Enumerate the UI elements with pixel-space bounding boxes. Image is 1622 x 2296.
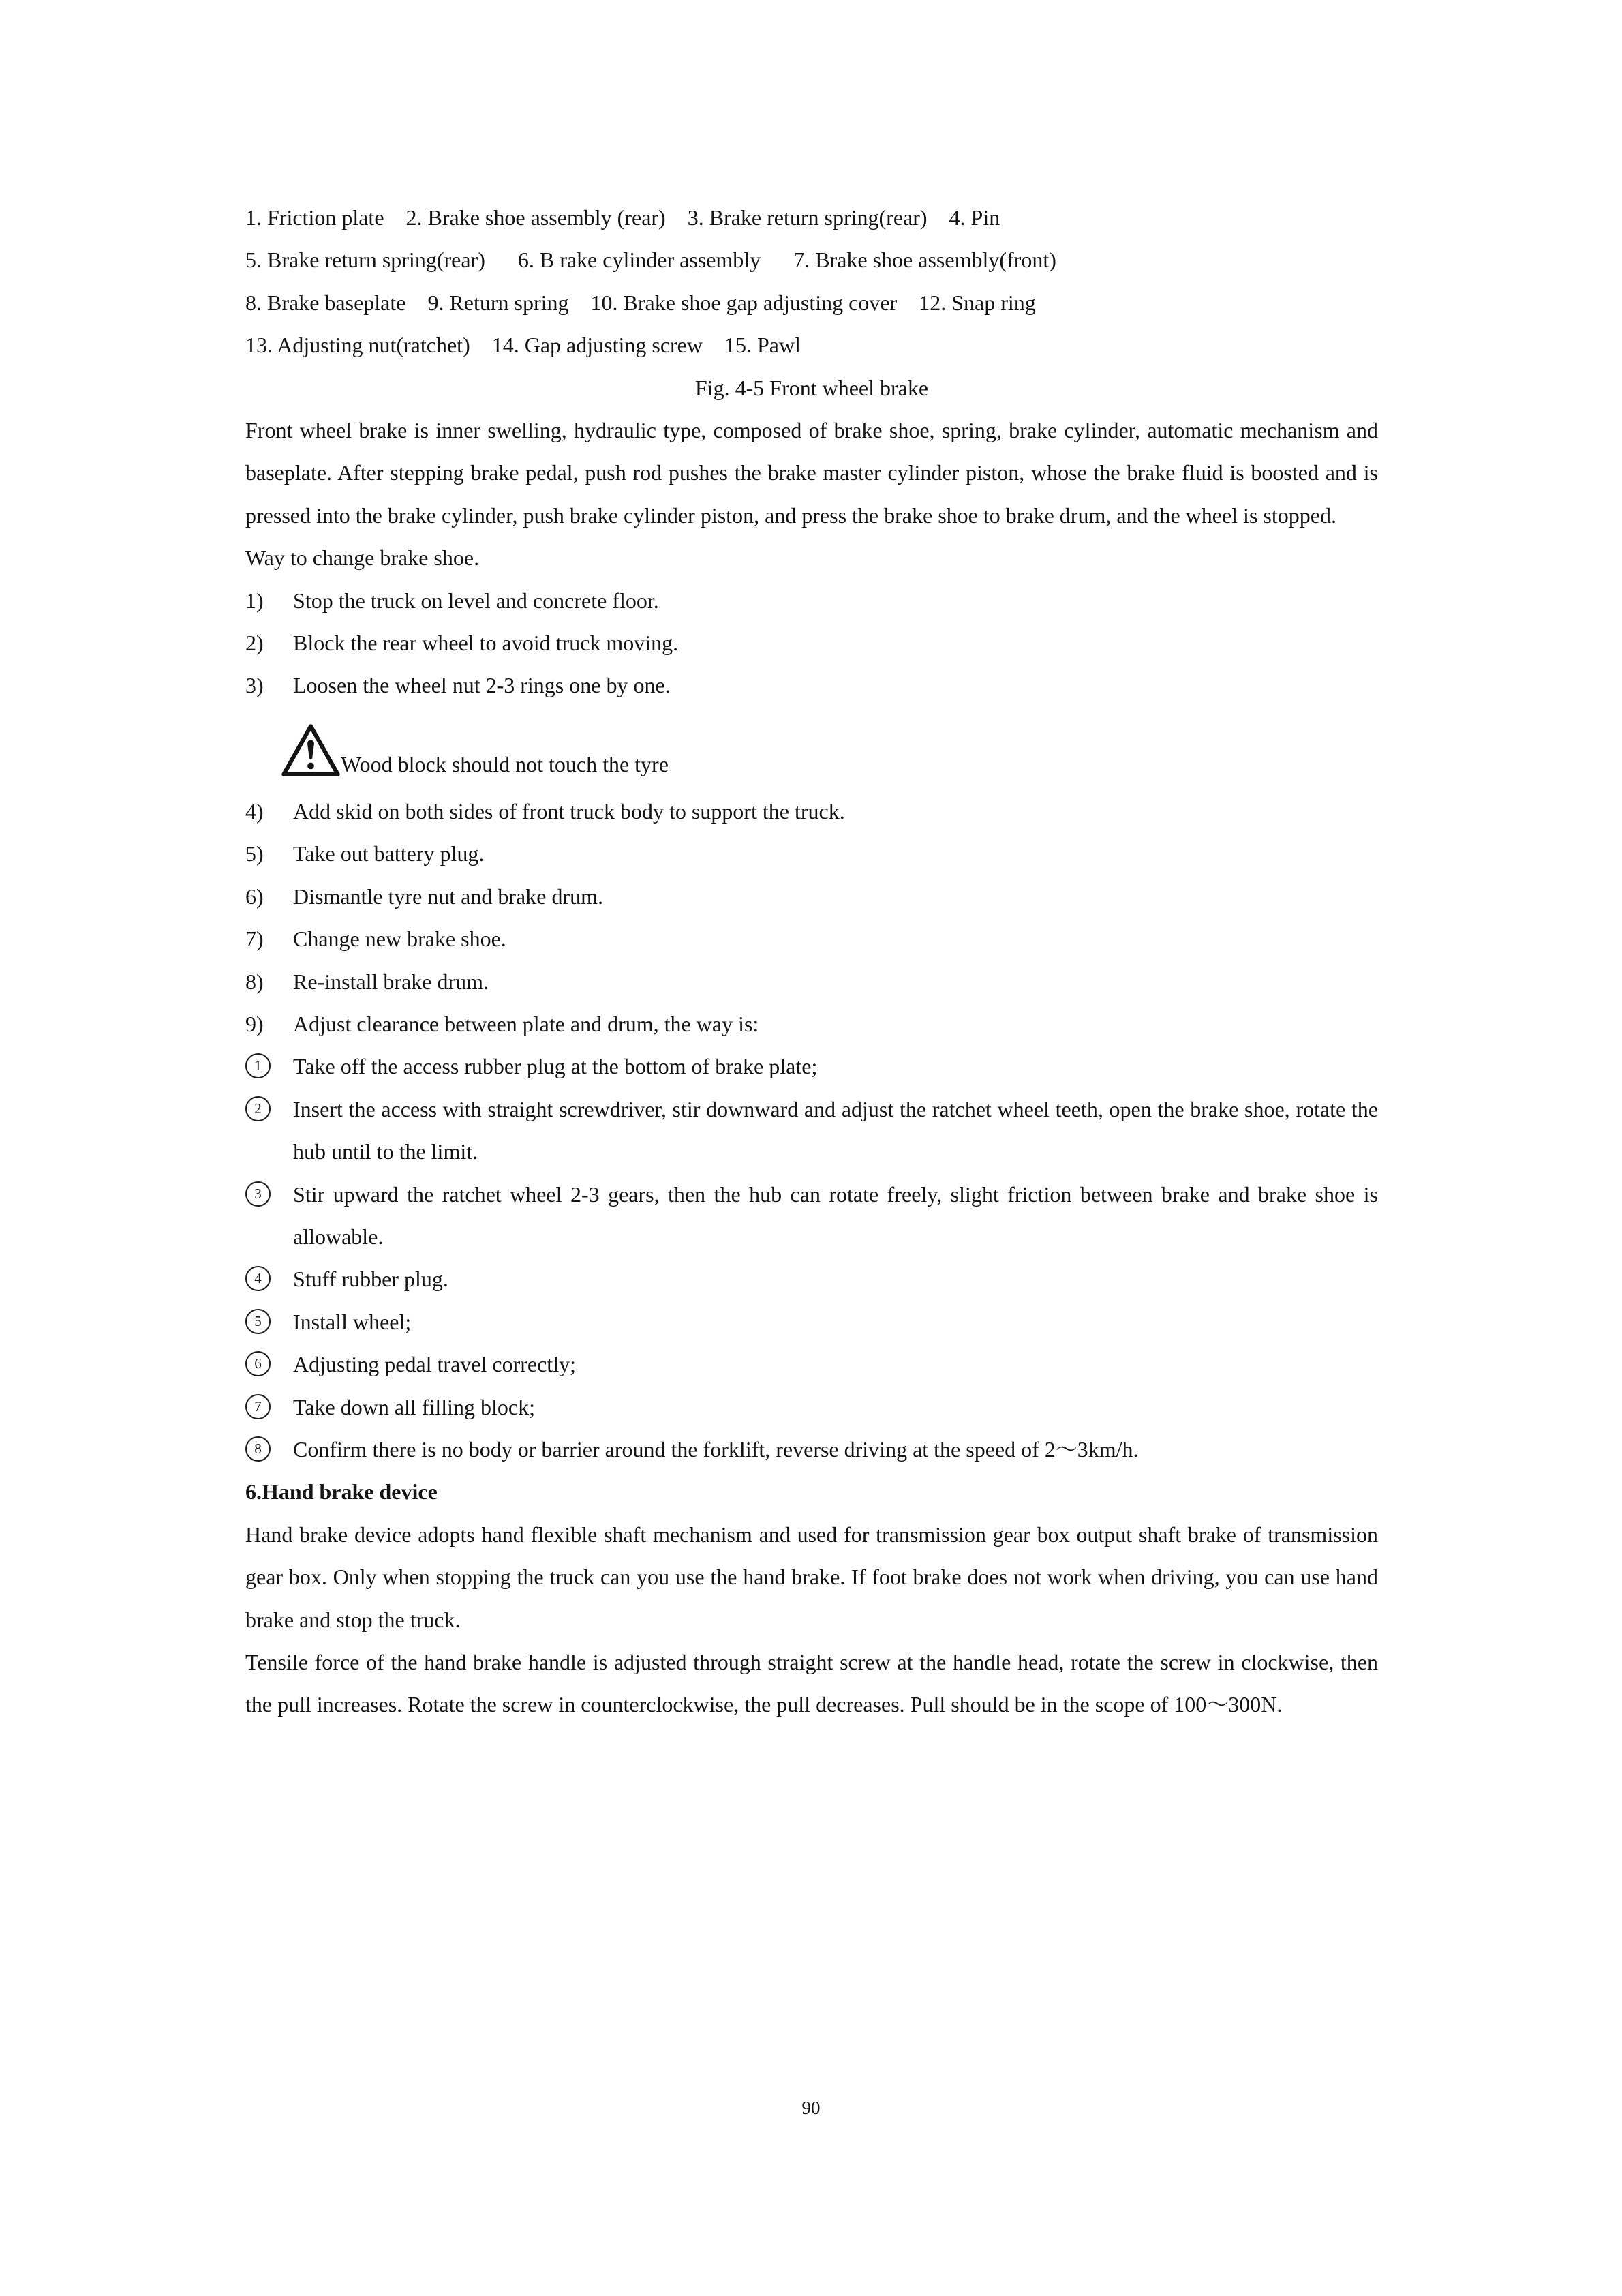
step-row bbox=[245, 790, 1378, 832]
section6-paragraph-2: Tensile force of the hand brake handle is adjusted through straight screw at the handle head, rotate the screw in clockwise, then the pull increases. Rotate the screw in counterclockwise, the pull decreases. Pull should be in the scope of 100～300N. bbox=[245, 1650, 1378, 1717]
circled-step-row bbox=[245, 1258, 1378, 1300]
page-number: 90 bbox=[801, 2098, 821, 2118]
circled-step-row bbox=[245, 1301, 1378, 1343]
component-line: 5. Brake return spring(rear) 6. B rake cylinder assembly 7. Brake shoe assembly(front) bbox=[245, 247, 1056, 273]
step-text: Change new brake shoe. bbox=[293, 926, 506, 952]
step-row bbox=[245, 875, 1378, 918]
circled-number: 7 bbox=[245, 1386, 293, 1419]
component-list bbox=[245, 196, 1378, 367]
step-text: Block the rear wheel to avoid truck moving. bbox=[293, 631, 679, 656]
circled-step-row bbox=[245, 1386, 1378, 1428]
step-text: Loosen the wheel nut 2-3 rings one by one. bbox=[293, 673, 671, 698]
circled-number: 5 bbox=[245, 1301, 293, 1334]
circled-step-text: Confirm there is no body or barrier around the forklift, reverse driving at the speed of 2～3km/h. bbox=[293, 1436, 1139, 1462]
circled-step-row bbox=[245, 1173, 1378, 1258]
circled-number: 1 bbox=[245, 1045, 293, 1078]
step-text: Dismantle tyre nut and brake drum. bbox=[293, 883, 603, 909]
component-line: 8. Brake baseplate 9. Return spring 10. Brake shoe gap adjusting cover 12. Snap ring bbox=[245, 290, 1036, 315]
section6-heading: 6.Hand brake device bbox=[245, 1479, 438, 1505]
circled-step-row bbox=[245, 1045, 1378, 1087]
circled-number: 4 bbox=[245, 1258, 293, 1291]
circled-number: 2 bbox=[245, 1088, 293, 1121]
step-number: 5) bbox=[245, 841, 264, 866]
circled-step-text: Insert the access with straight screwdriver, stir downward and adjust the ratchet wheel teeth, open the brake shoe, rotate the hub until to the limit. bbox=[293, 1096, 1378, 1164]
circled-step-row bbox=[245, 1343, 1378, 1385]
step-text: Adjust clearance between plate and drum, the way is: bbox=[293, 1011, 759, 1036]
circled-number: 8 bbox=[245, 1428, 293, 1462]
step-text: Stop the truck on level and concrete floor. bbox=[293, 588, 659, 613]
component-line: 13. Adjusting nut(ratchet) 14. Gap adjusting screw 15. Pawl bbox=[245, 333, 801, 358]
circled-step-text: Stir upward the ratchet wheel 2-3 gears, then the hub can rotate freely, slight friction between brake and brake shoe is allowable. bbox=[293, 1181, 1378, 1249]
circled-step-text: Stuff rubber plug. bbox=[293, 1267, 448, 1292]
warning-text: Wood block should not touch the tyre bbox=[341, 751, 669, 776]
step-row bbox=[245, 579, 1378, 622]
step-row bbox=[245, 622, 1378, 664]
figure-caption: Fig. 4-5 Front wheel brake bbox=[694, 375, 929, 400]
circled-step-row bbox=[245, 1088, 1378, 1173]
way-heading: Way to change brake shoe. bbox=[245, 545, 480, 571]
step-number: 4) bbox=[245, 798, 264, 824]
step-number: 7) bbox=[245, 926, 264, 952]
steps-list-2 bbox=[245, 790, 1378, 1045]
circled-number: 3 bbox=[245, 1173, 293, 1207]
step-number: 1) bbox=[245, 588, 264, 613]
step-text: Re-install brake drum. bbox=[293, 969, 489, 994]
step-number: 3) bbox=[245, 673, 264, 698]
component-line: 1. Friction plate 2. Brake shoe assembly (rear) 3. Brake return spring(rear) 4. Pin bbox=[245, 205, 1000, 230]
intro-paragraph: Front wheel brake is inner swelling, hydraulic type, composed of brake shoe, spring, brake cylinder, automatic mechanism and baseplate. After stepping brake pedal, push rod pushes the brake master cylinder piston, whose the brake fluid is boosted and is pressed into the brake cylinder, push brake cylinder piston, and press the brake shoe to brake drum, and the wheel is stopped. bbox=[245, 418, 1378, 528]
step-text: Add skid on both sides of front truck body to support the truck. bbox=[293, 798, 845, 824]
section6-paragraph-1: Hand brake device adopts hand flexible shaft mechanism and used for transmission gear box output shaft brake of transmission gear box. Only when stopping the truck can you use the hand brake. If foot brake does not work when driving, you can use hand brake and stop the truck. bbox=[245, 1522, 1378, 1632]
step-row bbox=[245, 832, 1378, 875]
step-row bbox=[245, 961, 1378, 1003]
step-row bbox=[245, 918, 1378, 960]
step-number: 9) bbox=[245, 1011, 264, 1036]
circled-steps-list bbox=[245, 1045, 1378, 1470]
steps-list-1 bbox=[245, 579, 1378, 707]
step-row bbox=[245, 664, 1378, 706]
circled-step-text: Adjusting pedal travel correctly; bbox=[293, 1352, 576, 1377]
circled-step-text: Install wheel; bbox=[293, 1309, 412, 1334]
step-number: 6) bbox=[245, 883, 264, 909]
warning-row bbox=[281, 722, 1378, 779]
circled-step-text: Take off the access rubber plug at the bottom of brake plate; bbox=[293, 1054, 818, 1079]
warning-triangle-icon bbox=[281, 722, 341, 779]
step-number: 8) bbox=[245, 969, 264, 994]
circled-step-text: Take down all filling block; bbox=[293, 1394, 536, 1419]
step-number: 2) bbox=[245, 631, 264, 656]
circled-step-row bbox=[245, 1428, 1378, 1470]
page-content bbox=[245, 196, 1378, 1726]
step-row bbox=[245, 1003, 1378, 1045]
step-text: Take out battery plug. bbox=[293, 841, 485, 866]
circled-number: 6 bbox=[245, 1343, 293, 1376]
